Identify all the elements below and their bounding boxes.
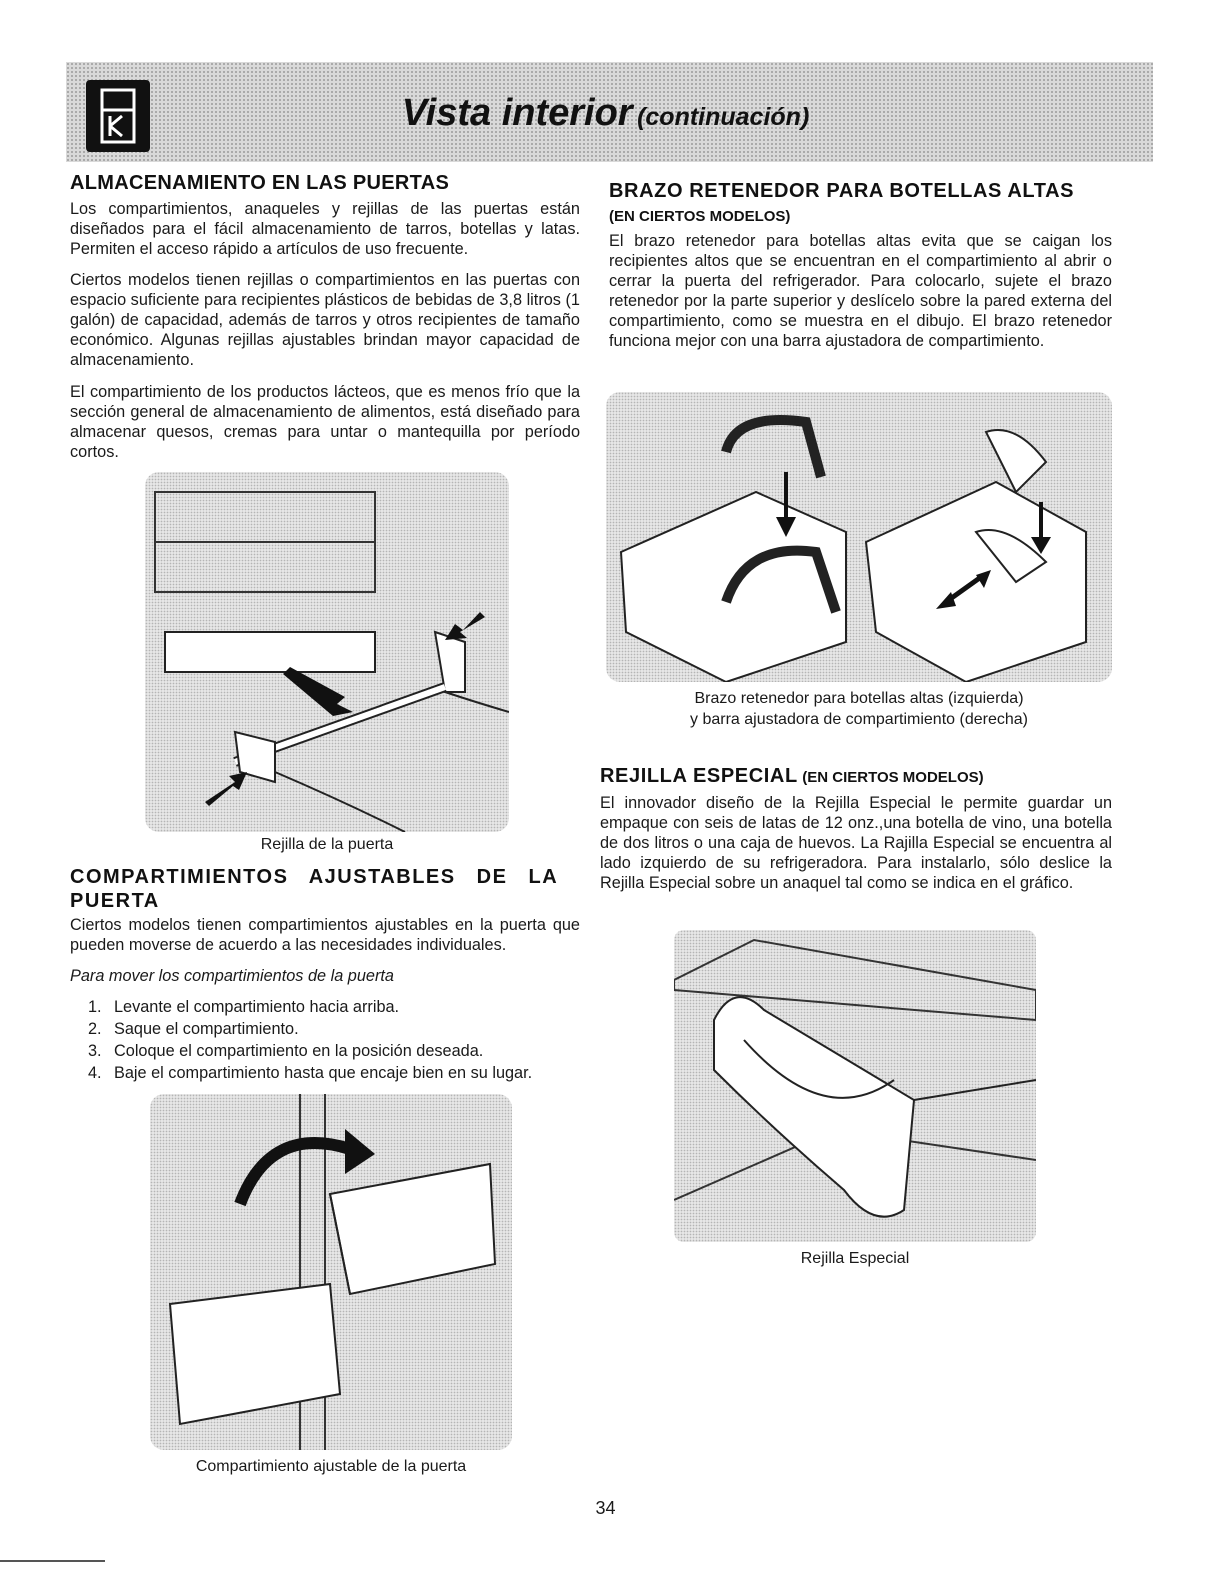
bottle-retainer-paragraph: El brazo retenedor para botellas altas evita que se caigan los recipientes altos que se encuentran en el compartimiento al abrir o cerrar la puerta del refrigerador. Para colocarlo, sujete el brazo retenedor por la parte superior y deslícelo sobre la pared externa del compartimiento, como se muestra en el dibujo. El brazo retenedor funciona mejor con una barra ajustadora de compartimiento.	[609, 232, 1112, 350]
title-sub: (continuación)	[637, 103, 810, 131]
special-rack-models-note: (EN CIERTOS MODELOS)	[802, 769, 984, 786]
bottle-retainer-caption	[606, 688, 1112, 730]
door-storage-paragraph-2: Ciertos modelos tienen rejillas o compartimientos en las puertas con espacio suficiente para recipientes plásticos de bebidas de 3,8 litros (1 galón) de capacidad, además de tarros y otros recipientes de tamaño económico. Algunas rejillas ajustables brindan mayor capacidad de almacenamiento.	[70, 271, 580, 369]
bottle-retainer-models-note: (EN CIERTOS MODELOS)	[609, 208, 791, 225]
section-heading-adjustable-bins: COMPARTIMIENTOS AJUSTABLES DE LA PUERTA	[70, 866, 558, 912]
adjustable-bins-instructions-title: Para mover los compartimientos de la puerta	[70, 967, 394, 985]
special-rack-caption: Rejilla Especial	[800, 1250, 910, 1267]
page-title	[0, 92, 1211, 135]
bottle-retainer-caption-line-1: Brazo retenedor para botellas altas (izquierda)	[694, 690, 1024, 707]
step-item: 2. Saque el compartimiento.	[88, 1020, 299, 1038]
bottle-retainer-caption-line-2: y barra ajustadora de compartimiento (derecha)	[690, 711, 1028, 728]
adjustable-bin-caption: Compartimiento ajustable de la puerta	[195, 1458, 467, 1475]
bottle-retainer-illustration	[606, 392, 1112, 682]
step-item: 1. Levante el compartimiento hacia arriba.	[88, 998, 400, 1016]
page-number: 34	[595, 1498, 616, 1518]
adjustable-bins-paragraph: Ciertos modelos tienen compartimientos ajustables en la puerta que pueden moverse de acuerdo a las necesidades individuales.	[70, 916, 580, 954]
special-rack-title: REJILLA ESPECIAL	[600, 765, 798, 787]
footer-rule	[0, 1560, 105, 1562]
adjustable-bins-steps	[70, 996, 590, 1084]
title-main: Vista interior	[401, 92, 633, 134]
door-storage-paragraph-1: Los compartimientos, anaqueles y rejillas de las puertas están diseñados para el fácil almacenamiento de tarros, botellas y latas. Permiten el acceso rápido a artículos de uso frecuente.	[70, 200, 580, 258]
special-rack-paragraph: El innovador diseño de la Rejilla Especial le permite guardar un empaque con seis de latas de 12 onz.,una botella de vino, una botella de dos litros o una caja de huevos. La Rajilla Especial se encuentra al lado izquierdo de su refrigeradora. Para instalarlo, sólo deslice la Rejilla Especial sobre un anaquel tal como se indica en el gráfico.	[600, 794, 1112, 892]
door-rack-illustration	[145, 472, 509, 832]
door-rack-caption: Rejilla de la puerta	[260, 836, 394, 853]
section-heading-bottle-retainer: BRAZO RETENEDOR PARA BOTELLAS ALTAS	[609, 180, 1075, 202]
door-storage-paragraph-3: El compartimiento de los productos lácteos, que es menos frío que la sección general de almacenamiento de alimentos, está diseñado para almacenar quesos, cremas para untar o mantequilla por período cortos.	[70, 383, 580, 461]
section-heading-door-storage: ALMACENAMIENTO EN LAS PUERTAS	[70, 172, 450, 194]
step-item: 4. Baje el compartimiento hasta que encaje bien en su lugar.	[88, 1064, 533, 1082]
step-item: 3. Coloque el compartimiento en la posición deseada.	[88, 1042, 484, 1060]
special-rack-illustration	[674, 930, 1036, 1242]
adjustable-bin-illustration	[150, 1094, 512, 1450]
section-heading-special-rack	[600, 765, 984, 788]
